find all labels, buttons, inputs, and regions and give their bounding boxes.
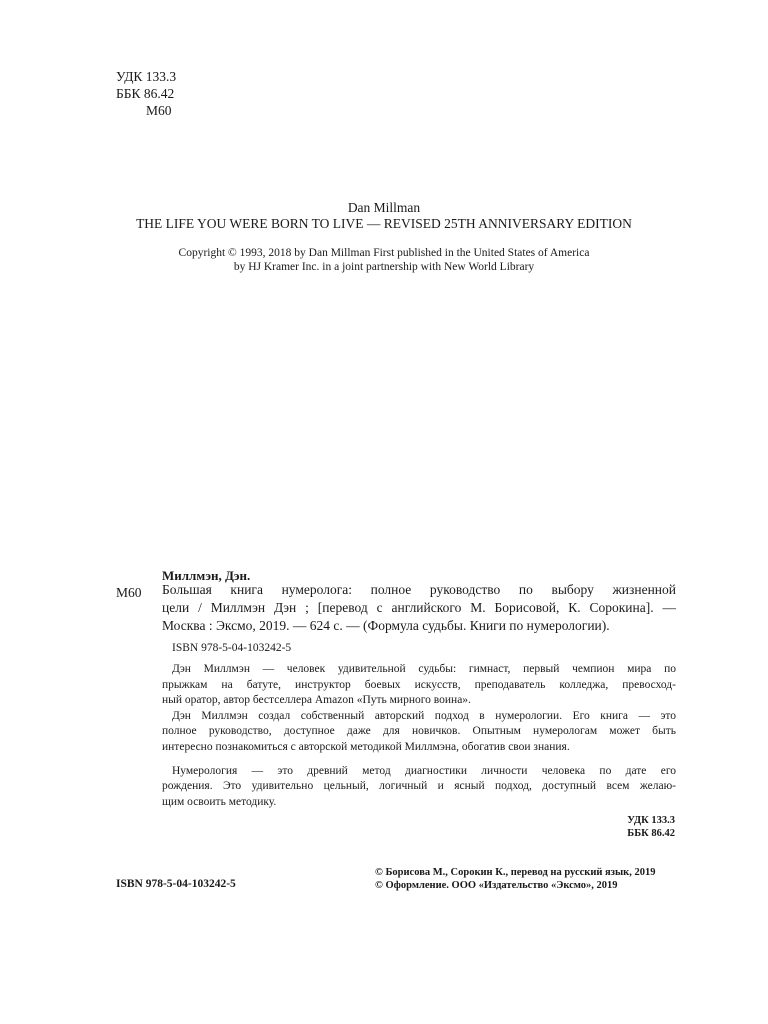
- description-line: Большая книга нумеролога: полное руководство по выбору жизненной: [162, 582, 676, 597]
- isbn-bottom: ISBN 978-5-04-103242-5: [116, 878, 236, 890]
- bbk-code: ББК 86.42: [116, 86, 175, 101]
- bbk-code: ББК 86.42: [627, 828, 675, 839]
- annotation-line: Нумерология — это древний метод диагностики личности человека по дате его: [172, 764, 676, 777]
- bibliographic-author-heading: Миллмэн, Дэн.: [162, 568, 251, 583]
- classification-codes: [116, 68, 176, 119]
- original-title: THE LIFE YOU WERE BORN TO LIVE — REVISED 25TH ANNIVERSARY EDITION: [136, 216, 632, 231]
- original-copyright: [0, 246, 768, 274]
- copyright-translation: © Борисова М., Сорокин К., перевод на русский язык, 2019: [375, 867, 656, 878]
- description-line: Москва : Эксмо, 2019. — 624 с. — (Формула судьбы. Книги по нумерологии).: [162, 618, 610, 633]
- annotation: [162, 662, 676, 810]
- bibliographic-author-mark: М60: [116, 585, 142, 600]
- bottom-classification-codes: [627, 814, 675, 840]
- annotation-line: Дэн Миллмэн создал собственный авторский подход в нумерологии. Его книга — это: [172, 709, 676, 722]
- author-mark: М60: [146, 103, 172, 118]
- copyright-notices: [375, 866, 655, 892]
- annotation-line: полное руководство, доступное даже для новичков. Опытным нумерологам может быть: [162, 725, 676, 738]
- description-line: цели / Миллмэн Дэн ; [перевод с английского М. Борисовой, К. Сорокина]. —: [162, 600, 676, 615]
- annotation-line: щим освоить методику.: [162, 795, 277, 808]
- copyright-line: Copyright © 1993, 2018 by Dan Millman First published in the United States of America: [178, 247, 590, 259]
- annotation-line: Дэн Миллмэн — человек удивительной судьбы: гимнаст, первый чемпион мира по: [172, 663, 676, 675]
- bibliographic-description: [162, 581, 676, 635]
- copyright-design: © Оформление. ООО «Издательство «Эксмо», 2019: [375, 880, 618, 891]
- original-author: Dan Millman: [347, 200, 421, 215]
- annotation-line: прыжкам на батуте, инструктор боевых искусств, преподаватель колледжа, превосход-: [162, 678, 676, 691]
- annotation-line: интересно познакомиться с авторской методикой Миллмэна, обогатив свои знания.: [162, 740, 570, 753]
- udk-code: УДК 133.3: [116, 69, 177, 84]
- annotation-line: ный оратор, автор бестселлера Amazon «Путь мирного воина».: [162, 694, 471, 707]
- annotation-line: рождения. Это удивительно цельный, логичный и ясный подход, доступный всем желаю-: [162, 780, 676, 793]
- isbn-record: ISBN 978-5-04-103242-5: [172, 642, 292, 654]
- copyright-line: by HJ Kramer Inc. in a joint partnership with New World Library: [233, 261, 535, 273]
- udk-code: УДК 133.3: [627, 815, 675, 826]
